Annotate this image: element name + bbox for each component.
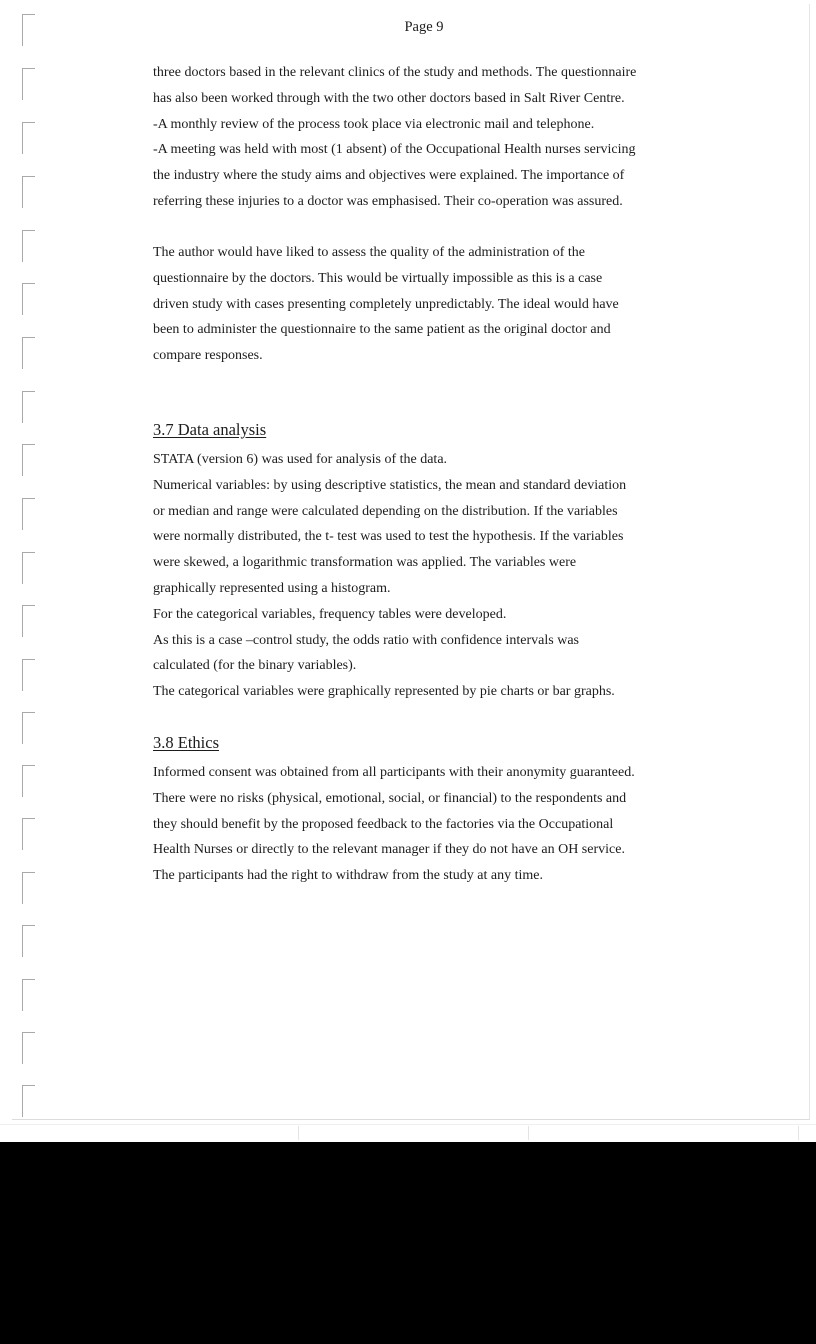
scan-edge-tick (798, 1126, 799, 1140)
binder-hole-mark (22, 979, 35, 1011)
binder-hole-mark (22, 176, 35, 208)
binder-hole-mark (22, 337, 35, 369)
scan-bottom-edge (0, 1124, 816, 1142)
quality-paragraph (153, 240, 713, 369)
binder-hole-mark (22, 444, 35, 476)
text-line: referring these injuries to a doctor was emphasised. Their co-operation was assured. (153, 193, 623, 209)
text-line: There were no risks (physical, emotional, social, or financial) to the respondents and (153, 790, 627, 806)
binder-hole-mark (22, 68, 35, 100)
binder-hole-mark (22, 712, 35, 744)
text-line: the industry where the study aims and objectives were explained. The importance of (153, 168, 625, 184)
text-line: questionnaire by the doctors. This would be virtually impossible as this is a case (153, 270, 603, 286)
text-line: has also been worked through with the two other doctors based in Salt River Centre. (153, 90, 625, 106)
text-line: The categorical variables were graphically represented by pie charts or bar graphs. (153, 684, 615, 700)
binder-hole-mark (22, 552, 35, 584)
binder-hole-mark (22, 122, 35, 154)
text-line: were skewed, a logarithmic transformation was applied. The variables were (153, 555, 577, 571)
binder-hole-mark (22, 605, 35, 637)
text-line: Health Nurses or directly to the relevant manager if they do not have an OH service. (153, 842, 625, 858)
binder-hole-mark (22, 391, 35, 423)
section-heading-ethics: 3.8 Ethics (153, 733, 219, 752)
binder-hole-mark (22, 925, 35, 957)
binder-hole-mark (22, 230, 35, 262)
binder-hole-mark (22, 818, 35, 850)
text-line: graphically represented using a histogram. (153, 580, 391, 596)
page-number: Page 9 (404, 19, 444, 35)
ethics-paragraph (153, 760, 713, 889)
binder-hole-mark (22, 1032, 35, 1064)
section-heading-data-analysis: 3.7 Data analysis (153, 420, 267, 439)
text-line: -A meeting was held with most (1 absent) of the Occupational Health nurses servicing (153, 142, 636, 158)
text-line: been to administer the questionnaire to the same patient as the original doctor and (153, 322, 611, 338)
text-line: were normally distributed, the t- test was used to test the hypothesis. If the variables (153, 529, 624, 545)
text-line: three doctors based in the relevant clinics of the study and methods. The questionnaire (153, 65, 637, 80)
text-line: compare responses. (153, 348, 263, 364)
text-line: calculated (for the binary variables). (153, 658, 357, 674)
binder-hole-mark (22, 498, 35, 530)
text-line: Numerical variables: by using descriptive statistics, the mean and standard deviation (153, 477, 627, 493)
scan-edge-tick (298, 1126, 299, 1140)
text-line: The author would have liked to assess the quality of the administration of the (153, 245, 585, 260)
text-line: they should benefit by the proposed feedback to the factories via the Occupational (153, 816, 614, 832)
data-analysis-paragraph (153, 447, 713, 705)
text-line: Informed consent was obtained from all participants with their anonymity guaranteed. (153, 765, 635, 780)
intro-paragraph (153, 60, 713, 215)
binder-hole-mark (22, 283, 35, 315)
binder-hole-mark (22, 872, 35, 904)
text-line: -A monthly review of the process took place via electronic mail and telephone. (153, 116, 595, 132)
binder-hole-mark (22, 659, 35, 691)
text-line: As this is a case –control study, the odds ratio with confidence intervals was (153, 632, 579, 648)
binder-hole-mark (22, 765, 35, 797)
text-line: driven study with cases presenting completely unpredictably. The ideal would have (153, 296, 619, 312)
binder-hole-mark (22, 1085, 35, 1117)
scan-edge-tick (528, 1126, 529, 1140)
text-line: The participants had the right to withdraw from the study at any time. (153, 868, 543, 884)
text-line: STATA (version 6) was used for analysis of the data. (153, 452, 448, 467)
text-line: For the categorical variables, frequency tables were developed. (153, 606, 507, 622)
text-line: or median and range were calculated depending on the distribution. If the variables (153, 503, 618, 519)
